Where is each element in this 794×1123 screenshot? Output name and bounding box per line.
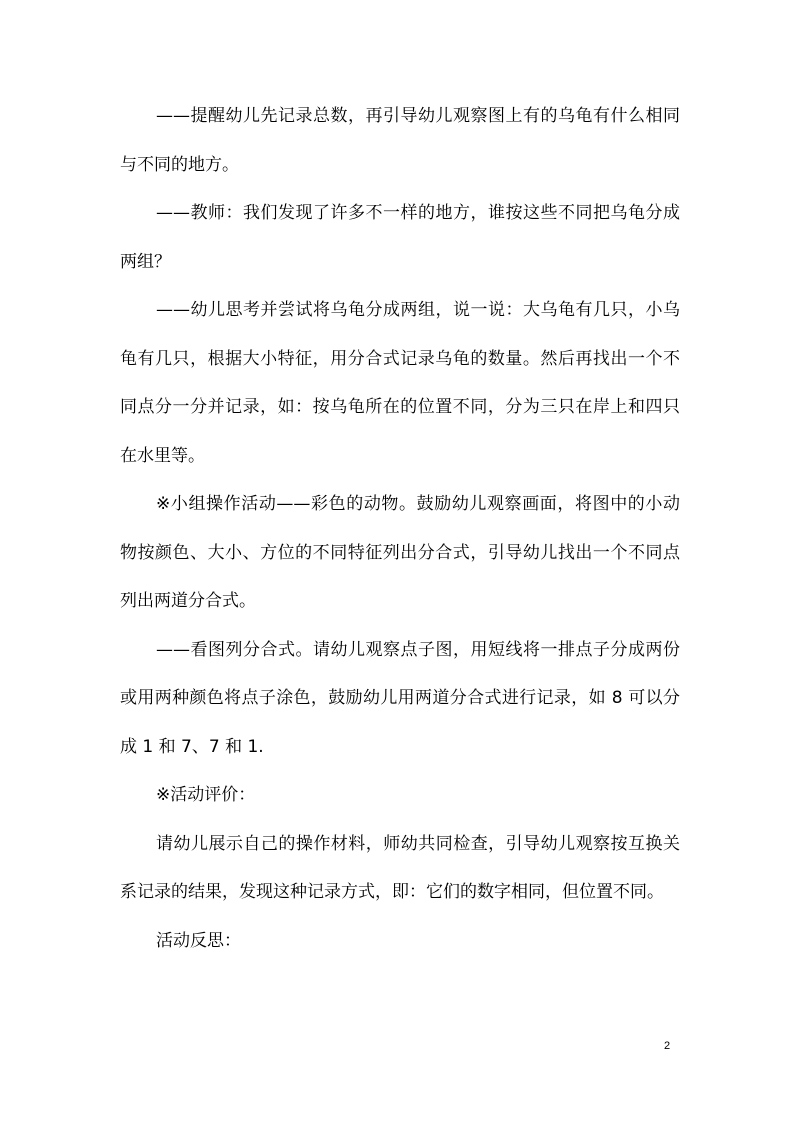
page-body <box>120 92 680 965</box>
paragraph-1: ——提醒幼儿先记录总数，再引导幼儿观察图上有的乌龟有什么相同与不同的地方。 <box>120 106 680 175</box>
paragraph-4: ※小组操作活动——彩色的动物。鼓励幼儿观察画面，将图中的小动物按颜色、大小、方位的不同特征列出分合式，引导幼儿找出一个不同点列出两道分合式。 <box>120 494 680 611</box>
paragraph-3: ——幼儿思考并尝试将乌龟分成两组，说一说：大乌龟有几只，小乌龟有几只，根据大小特征，用分合式记录乌龟的数量。然后再找出一个不同点分一分并记录，如：按乌龟所在的位置不同，分为三只在岸上和四只在水里等。 <box>120 300 680 466</box>
paragraph-5: ——看图列分合式。请幼儿观察点子图，用短线将一排点子分成两份或用两种颜色将点子涂色，鼓励幼儿用两道分合式进行记录，如 8 可以分成 1 和 7、7 和 1. <box>120 639 680 757</box>
paragraph-8: 活动反思： <box>156 930 241 951</box>
paragraph-2: ——教师：我们发现了许多不一样的地方，谁按这些不同把乌龟分成两组？ <box>120 203 680 272</box>
paragraph-7: 请幼儿展示自己的操作材料，师幼共同检查，引导幼儿观察按互换关系记录的结果，发现这种记录方式，即：它们的数字相同，但位置不同。 <box>120 833 680 902</box>
page-number: 2 <box>664 1040 671 1052</box>
paragraph-6: ※活动评价： <box>156 785 256 805</box>
